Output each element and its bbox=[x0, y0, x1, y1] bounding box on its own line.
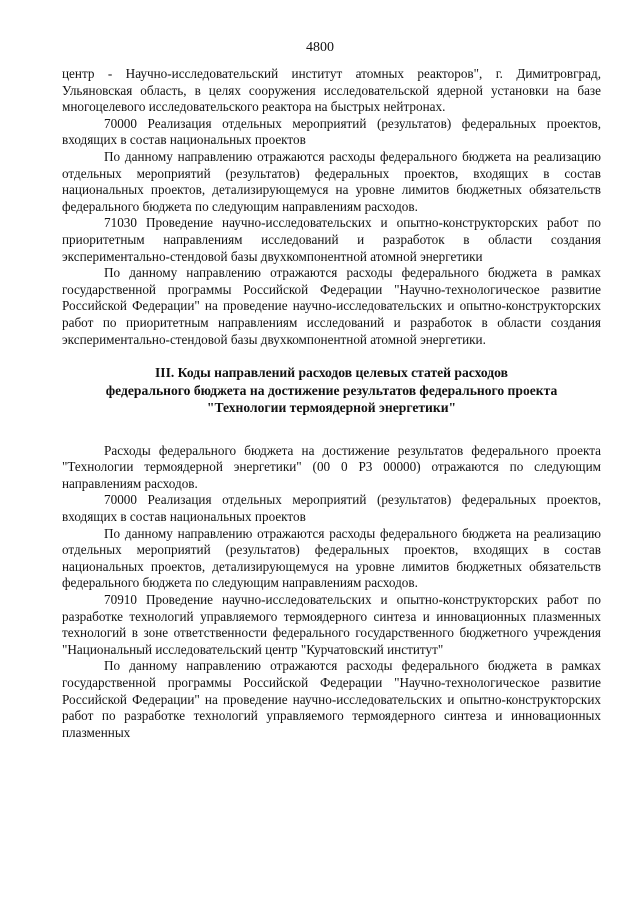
paragraph: 71030 Проведение научно-исследовательских и опытно-конструкторских работ по приоритетным направлениям исследований и разработок в области создания экспериментально-стендовой базы двухкомпонентной атомной энергетики bbox=[62, 215, 601, 264]
paragraph: центр - Научно-исследовательский институт атомных реакторов", г. Димитровград, Ульяновская область, в целях сооружения исследовательской ядерной установки на базе многоцелевого исследовательского реактора на быстрых нейтронах. bbox=[62, 66, 601, 115]
section-heading-line: "Технологии термоядерной энергетики" bbox=[206, 400, 457, 416]
paragraph: По данному направлению отражаются расходы федерального бюджета в рамках государственной программы Российской Федерации "Научно-технологическое развитие Российской Федерации" на проведение научно-исследовательских и опытно-конструкторских работ по разработке технологий управляемого термоядерного синтеза и инновационных плазменных bbox=[62, 658, 601, 740]
section-heading-line: федерального бюджета на достижение результатов федерального проекта bbox=[105, 382, 558, 398]
spacer bbox=[62, 417, 601, 443]
paragraph: 70910 Проведение научно-исследовательских и опытно-конструкторских работ по разработке технологий управляемого термоядерного синтеза и инновационных плазменных технологий в зоне ответственности федерального государственного бюджетного учреждения "Национальный исследовательский центр "Курчатовский институт" bbox=[62, 591, 601, 657]
paragraph: Расходы федерального бюджета на достижение результатов федерального проекта "Технологии термоядерной энергетики" (00 0 Р3 00000) отражаются по следующим направлениям расходов. bbox=[62, 442, 601, 491]
paragraph: По данному направлению отражаются расходы федерального бюджета на реализацию отдельных мероприятий (результатов) федеральных проектов, входящих в состав национальных проектов, детализирующемуся на уровне лимитов бюджетных обязательств федерального бюджета по следующим направлениям расходов. bbox=[62, 525, 601, 591]
paragraph: По данному направлению отражаются расходы федерального бюджета на реализацию отдельных мероприятий (результатов) федеральных проектов, входящих в состав национальных проектов, детализирующемуся на уровне лимитов бюджетных обязательств федерального бюджета по следующим направлениям расходов. bbox=[62, 148, 601, 214]
page-number: 4800 bbox=[306, 40, 334, 55]
document-body bbox=[62, 66, 601, 741]
paragraph: 70000 Реализация отдельных мероприятий (результатов) федеральных проектов, входящих в состав национальных проектов bbox=[62, 492, 601, 524]
paragraph: По данному направлению отражаются расходы федерального бюджета в рамках государственной программы Российской Федерации "Научно-технологическое развитие Российской Федерации" на проведение научно-исследовательских и опытно-конструкторских работ по приоритетным направлениям исследований и разработок в области создания экспериментально-стендовой базы двухкомпонентной атомной энергетики. bbox=[62, 265, 601, 347]
section-heading-line: III. Коды направлений расходов целевых статей расходов bbox=[155, 365, 508, 381]
spacer bbox=[62, 348, 601, 364]
paragraph: 70000 Реализация отдельных мероприятий (результатов) федеральных проектов, входящих в состав национальных проектов bbox=[62, 115, 601, 148]
